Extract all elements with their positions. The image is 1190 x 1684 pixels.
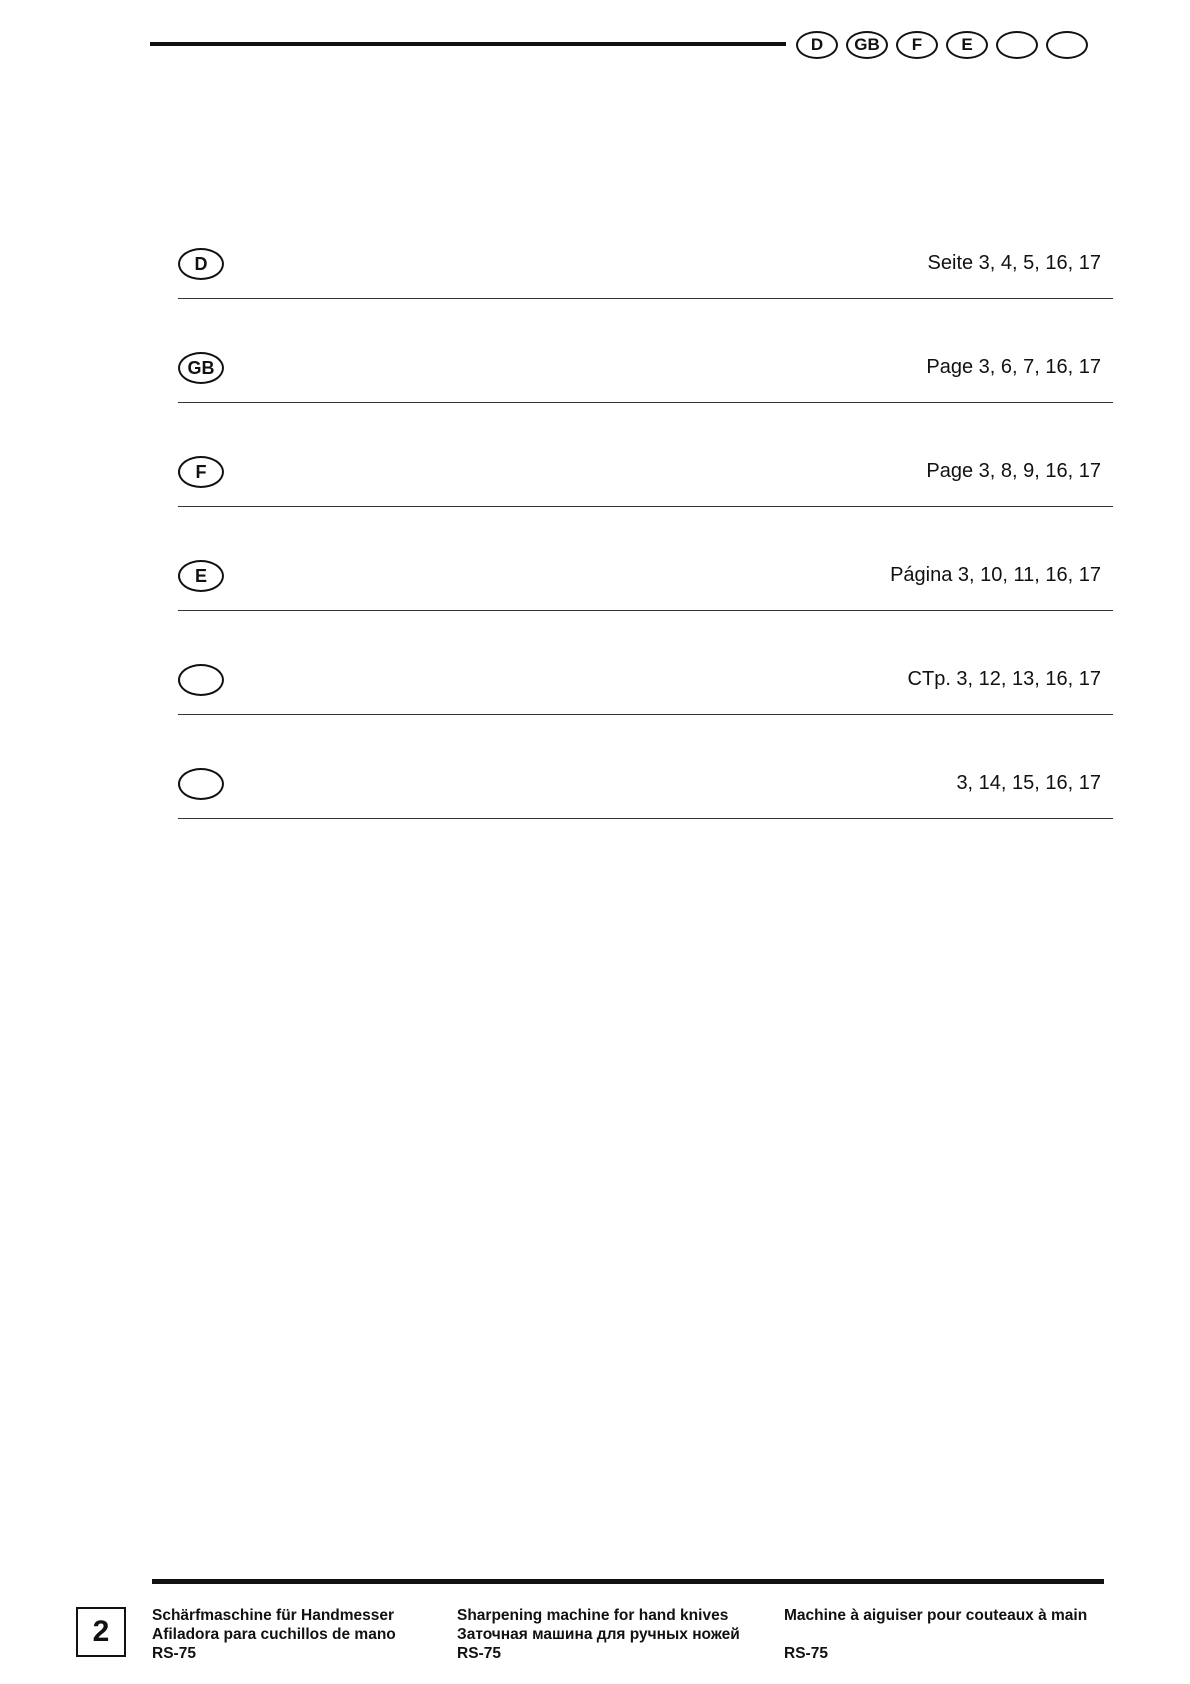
language-badges [796, 31, 1088, 59]
toc-pages: CTp. 3, 12, 13, 16, 17 [907, 668, 1101, 690]
footer-line [784, 1625, 1087, 1644]
badge-e: E [946, 31, 988, 59]
toc-row-f[interactable] [178, 456, 1113, 507]
toc-pages: Page 3, 8, 9, 16, 17 [926, 460, 1101, 482]
toc-pages: Seite 3, 4, 5, 16, 17 [927, 252, 1101, 274]
header-rule [150, 42, 786, 46]
toc-lang-badge: F [178, 456, 224, 488]
footer-rule [152, 1579, 1104, 1584]
footer-line: Schärfmaschine für Handmesser [152, 1607, 395, 1624]
badge-extra [1046, 31, 1088, 59]
badge-gb: GB [846, 31, 888, 59]
footer-title-fr [784, 1606, 1087, 1663]
toc-pages: Page 3, 6, 7, 16, 17 [926, 356, 1101, 378]
footer-model: RS-75 [457, 1645, 501, 1662]
toc-row-d[interactable] [178, 248, 1113, 299]
toc-lang-badge: GB [178, 352, 224, 384]
toc-row-gb[interactable] [178, 352, 1113, 403]
footer-line: Afiladora para cuchillos de mano [152, 1626, 396, 1643]
toc-row-e[interactable] [178, 560, 1113, 611]
badge-f: F [896, 31, 938, 59]
footer-title-de-es [152, 1606, 396, 1663]
footer-line: Sharpening machine for hand knives [457, 1607, 729, 1624]
footer-line: Заточная машина для ручных ножей [457, 1626, 740, 1643]
toc-pages: Página 3, 10, 11, 16, 17 [890, 564, 1101, 586]
badge-ru [996, 31, 1038, 59]
footer-title-en-ru [457, 1606, 740, 1663]
toc-row-ru[interactable] [178, 664, 1113, 715]
toc-row-extra[interactable] [178, 768, 1113, 819]
footer-line: Machine à aiguiser pour couteaux à main [784, 1607, 1088, 1624]
toc-lang-badge [178, 768, 224, 800]
toc-lang-badge [178, 664, 224, 696]
toc-lang-badge: D [178, 248, 224, 280]
page-number: 2 [76, 1607, 126, 1657]
toc-lang-badge: E [178, 560, 224, 592]
footer-model: RS-75 [784, 1645, 828, 1662]
badge-d: D [796, 31, 838, 59]
footer-model: RS-75 [152, 1645, 196, 1662]
toc-pages: 3, 14, 15, 16, 17 [956, 772, 1101, 794]
